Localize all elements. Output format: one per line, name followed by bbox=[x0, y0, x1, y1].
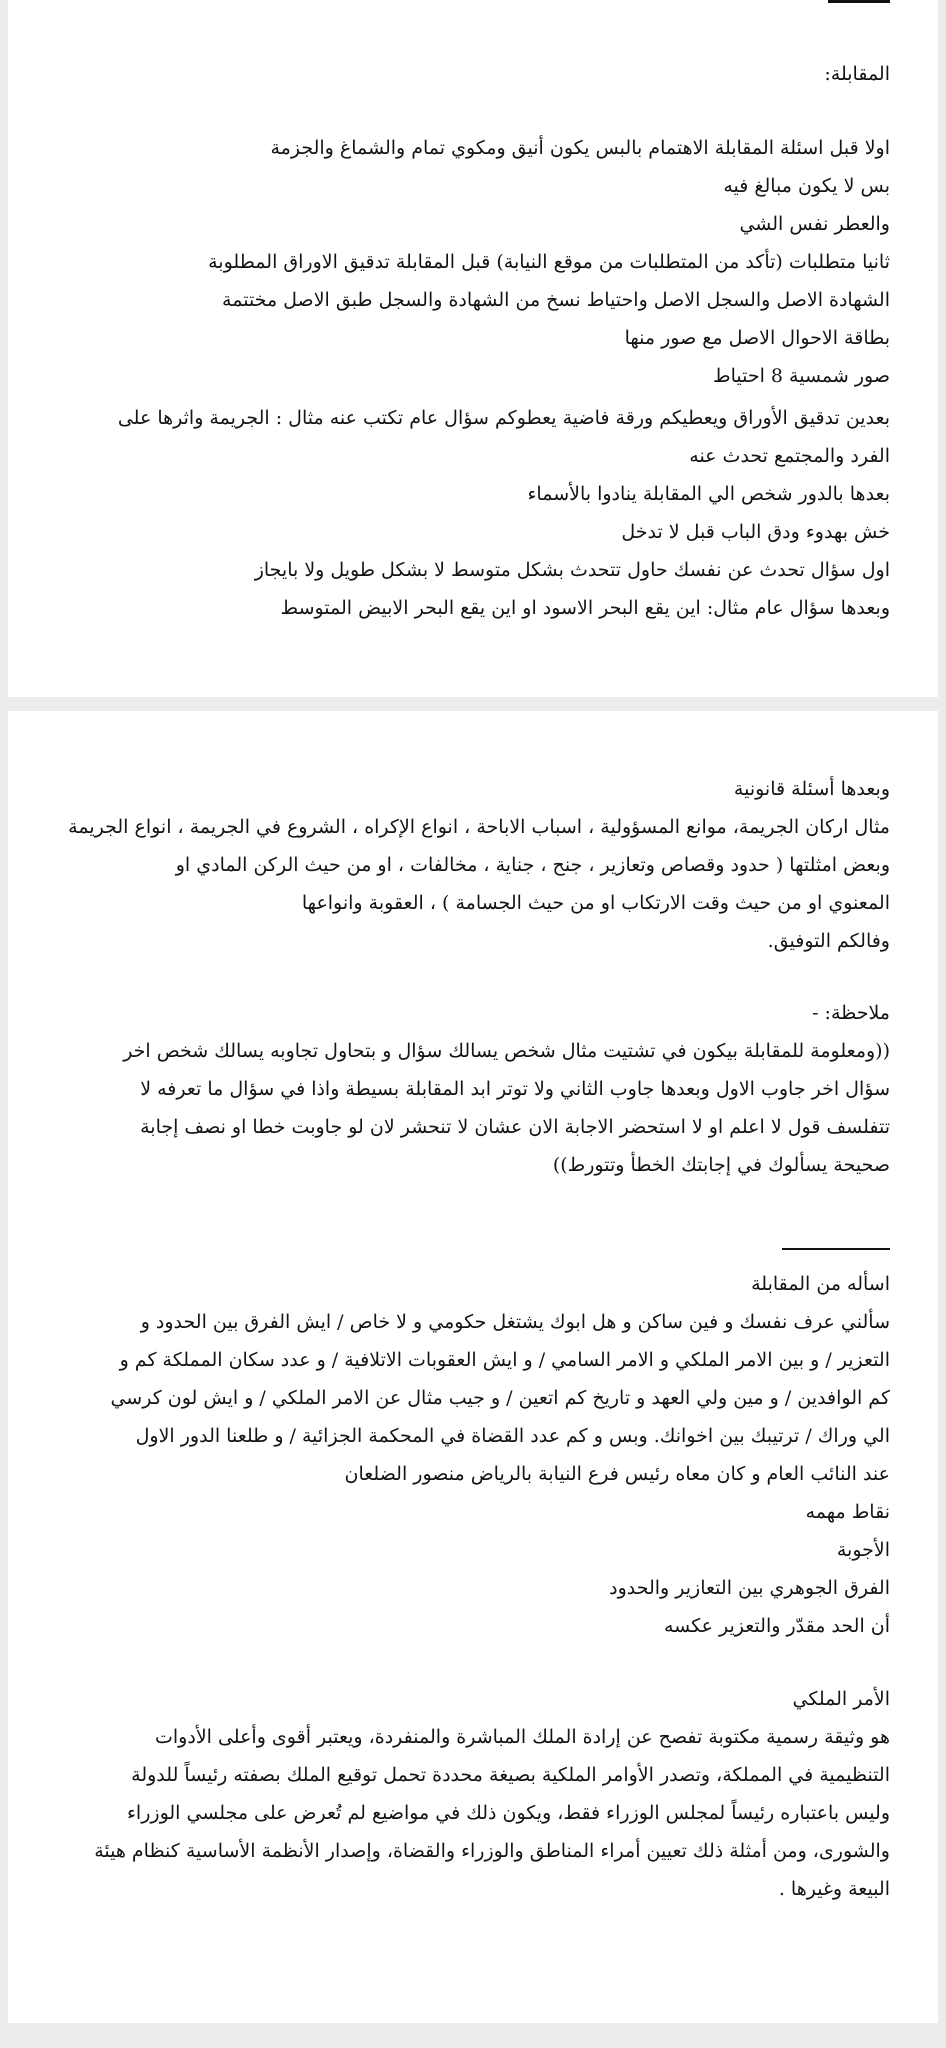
top-divider bbox=[828, 0, 890, 3]
text-line: بعدها بالدور شخص الي المقابلة ينادوا بالأسماء bbox=[527, 483, 890, 505]
royal-order-heading: الأمر الملكي bbox=[792, 1688, 890, 1710]
document-page-1 bbox=[8, 0, 938, 697]
text-line: ثانيا متطلبات (تأكد من المتطلبات من موقع النيابة) قبل المقابلة تدقيق الاوراق المطلوبة bbox=[208, 251, 890, 273]
text-line: مثال اركان الجريمة، موانع المسؤولية ، اسباب الاباحة ، انواع الإكراه ، الشروع في الجريمة ، انواع الجريمة bbox=[68, 816, 890, 838]
text-line: صور شمسية 8 احتياط bbox=[713, 365, 890, 387]
answers-label: الأجوبة bbox=[836, 1539, 890, 1561]
section-divider bbox=[782, 1248, 890, 1250]
text-line: الشهادة الاصل والسجل الاصل واحتياط نسخ من الشهادة والسجل طبق الاصل مختتمة bbox=[222, 289, 890, 311]
document-page-2 bbox=[8, 711, 938, 2023]
text-line: أن الحد مقدّر والتعزير عكسه bbox=[664, 1615, 890, 1637]
text-line: عند النائب العام و كان معاه رئيس فرع النيابة بالرياض منصور الضلعان bbox=[344, 1463, 890, 1485]
text-line: البيعة وغيرها . bbox=[778, 1878, 890, 1900]
text-line: اول سؤال تحدث عن نفسك حاول تتحدث بشكل متوسط لا بشكل طويل ولا بايجاز bbox=[254, 559, 890, 581]
text-line: التعزير / و بين الامر الملكي و الامر السامي / و ايش العقوبات الاتلافية / و عدد سكان المملكة كم و bbox=[119, 1349, 890, 1371]
text-line: والعطر نفس الشي bbox=[739, 213, 890, 235]
text-line: بطاقة الاحوال الاصل مع صور منها bbox=[624, 327, 890, 349]
text-line: وفالكم التوفيق. bbox=[767, 930, 890, 952]
text-line: كم الوافدين / و مين ولي العهد و تاريخ كم اتعين / و جيب مثال عن الامر الملكي / و ايش لون كرسي bbox=[110, 1387, 890, 1409]
text-line: تتفلسف قول لا اعلم او لا استحضر الاجابة الان عشان لا تنحشر لان لو جاوبت خطا او نصف إجابة bbox=[140, 1116, 890, 1138]
text-line: المعنوي او من حيث وقت الارتكاب او من حيث الجسامة ) ، العقوبة وانواعها bbox=[301, 892, 890, 914]
legal-questions-heading: وبعدها أسئلة قانونية bbox=[733, 778, 890, 800]
text-line: بعدين تدقيق الأوراق ويعطيكم ورقة فاضية يعطوكم سؤال عام تكتب عنه مثال : الجريمة واثرها على bbox=[117, 407, 890, 429]
text-line: الي وراك / ترتيبك بين اخوانك. وبس و كم عدد القضاة في المحكمة الجزائية / و طلعنا الدور الاول bbox=[135, 1425, 890, 1447]
text-line: وبعدها سؤال عام مثال: اين يقع البحر الاسود او اين يقع البحر الابيض المتوسط bbox=[280, 597, 890, 619]
text-line: وليس باعتباره رئيساً لمجلس الوزراء فقط، ويكون ذلك في مواضيع لم تُعرض على مجلسي الوزراء bbox=[127, 1802, 890, 1824]
text-line: الفرد والمجتمع تحدث عنه bbox=[689, 445, 890, 467]
text-line: خش بهدوء ودق الباب قبل لا تدخل bbox=[621, 521, 890, 543]
text-line: هو وثيقة رسمية مكتوبة تفصح عن إرادة الملك المباشرة والمنفردة، ويعتبر أقوى وأعلى الأدوات bbox=[155, 1726, 890, 1748]
text-line: ((ومعلومة للمقابلة بيكون في تشتيت مثال شخص يسالك سؤال و بتحاول تجاوبه يسالك شخص اخر bbox=[123, 1040, 890, 1062]
text-line: سألني عرف نفسك و فين ساكن و هل ابوك يشتغل حكومي و لا خاص / ايش الفرق بين الحدود و bbox=[140, 1311, 890, 1333]
interview-questions-heading: اسأله من المقابلة bbox=[751, 1273, 890, 1295]
text-line: اولا قبل اسئلة المقابلة الاهتمام بالبس يكون أنيق ومكوي تمام والشماغ والجزمة bbox=[270, 137, 890, 159]
text-line: صحيحة يسألوك في إجابتك الخطأ وتتورط)) bbox=[552, 1154, 890, 1176]
interview-heading: المقابلة: bbox=[824, 63, 890, 85]
text-line: التنظيمية في المملكة، وتصدر الأوامر الملكية بصيغة محددة تحمل توقيع الملك بصفته رئيساً للدولة bbox=[131, 1764, 890, 1786]
text-line: والشورى، ومن أمثلة ذلك تعيين أمراء المناطق والوزراء والقضاة، وإصدار الأنظمة الأساسية كنظام هيئة bbox=[94, 1840, 890, 1862]
text-line: وبعض امثلتها ( حدود وقصاص وتعازير ، جنح ، جناية ، مخالفات ، او من حيث الركن المادي او bbox=[175, 854, 890, 876]
text-line: بس لا يكون مبالغ فيه bbox=[723, 175, 890, 197]
text-line: سؤال اخر جاوب الاول وبعدها جاوب الثاني ولا توتر ابد المقابلة بسيطة واذا في سؤال ما تعرفه لا bbox=[140, 1078, 890, 1100]
text-line: الفرق الجوهري بين التعازير والحدود bbox=[609, 1577, 890, 1599]
note-heading: ملاحظة: - bbox=[812, 1002, 890, 1024]
important-points-label: نقاط مهمه bbox=[805, 1501, 890, 1523]
